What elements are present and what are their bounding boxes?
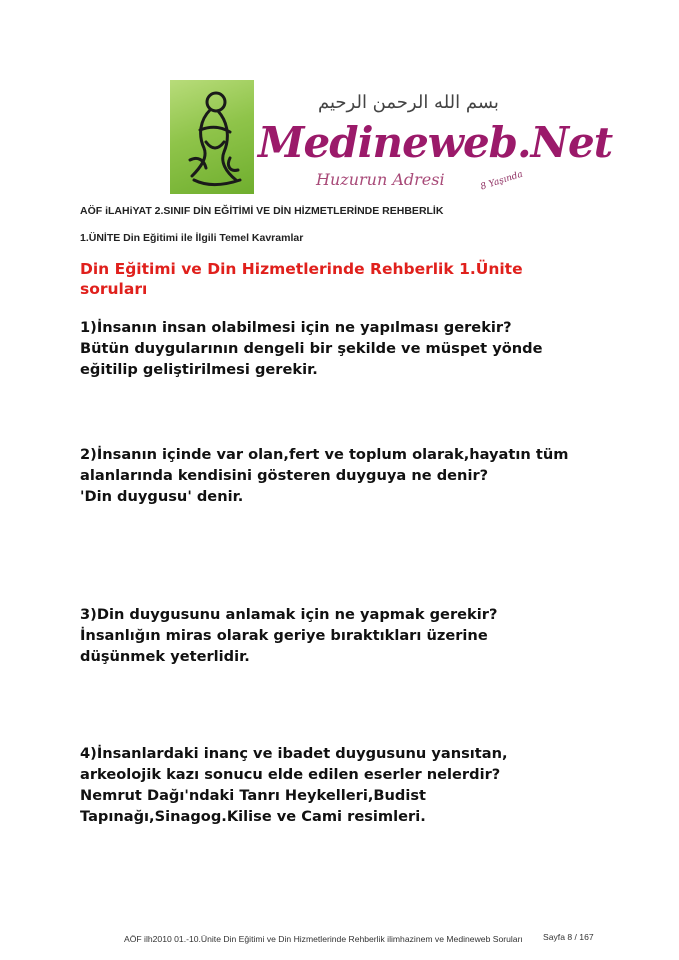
question-line: arkeolojik kazı sonucu elde edilen eserler nelerdir? <box>80 766 501 783</box>
page-footer: AÖF ilh2010 01.-10.Ünite Din Eğitimi ve Din Hizmetlerinde Rehberlik ilimhazinem ve Medineweb Soruları <box>124 934 523 944</box>
question-line: 1)İnsanın insan olabilmesi için ne yapılması gerekir? <box>80 319 512 336</box>
qa-block-4 <box>80 743 620 827</box>
brand-tagline: Huzurun Adresi <box>316 170 445 189</box>
question-line: alanlarında kendisini gösteren duyguya ne denir? <box>80 467 489 484</box>
answer-line: Bütün duygularının dengeli bir şekilde ve müspet yönde <box>80 340 543 357</box>
answer-line: düşünmek yeterlidir. <box>80 648 250 665</box>
answer-line: Nemrut Dağı'ndaki Tanrı Heykelleri,Budist <box>80 787 427 804</box>
course-heading: AÖF iLAHiYAT 2.SINIF DİN EĞİTİMİ VE DİN HİZMETLERİNDE REHBERLİK <box>80 205 444 217</box>
answer-line: eğitilip geliştirilmesi gerekir. <box>80 361 318 378</box>
calligraphy-figure-icon <box>170 80 254 194</box>
qa-block-1 <box>80 317 620 380</box>
title-line: Din Eğitimi ve Din Hizmetlerinde Rehberlik 1.Ünite <box>80 260 523 278</box>
answer-line: 'Din duygusu' denir. <box>80 488 244 505</box>
age-badge: 8 Yaşında <box>479 169 525 193</box>
page-title <box>80 259 550 299</box>
calligraphy-logo <box>170 80 254 194</box>
basmala-calligraphy: بسم الله الرحمن الرحيم <box>318 92 499 113</box>
answer-line: Tapınağı,Sinagog.Kilise ve Cami resimleri. <box>80 808 426 825</box>
question-line: 4)İnsanlardaki inanç ve ibadet duygusunu yansıtan, <box>80 745 508 762</box>
question-line: 3)Din duygusunu anlamak için ne yapmak gerekir? <box>80 606 498 623</box>
qa-block-3 <box>80 604 620 667</box>
page-number: Sayfa 8 / 167 <box>543 932 594 942</box>
brand-logo-text: Medineweb.Net <box>258 118 613 167</box>
title-line: soruları <box>80 280 148 298</box>
unit-heading: 1.ÜNİTE Din Eğitimi ile İlgili Temel Kavramlar <box>80 232 304 244</box>
answer-line: İnsanlığın miras olarak geriye bıraktıkları üzerine <box>80 627 488 644</box>
qa-block-2 <box>80 444 620 507</box>
question-line: 2)İnsanın içinde var olan,fert ve toplum olarak,hayatın tüm <box>80 446 569 463</box>
